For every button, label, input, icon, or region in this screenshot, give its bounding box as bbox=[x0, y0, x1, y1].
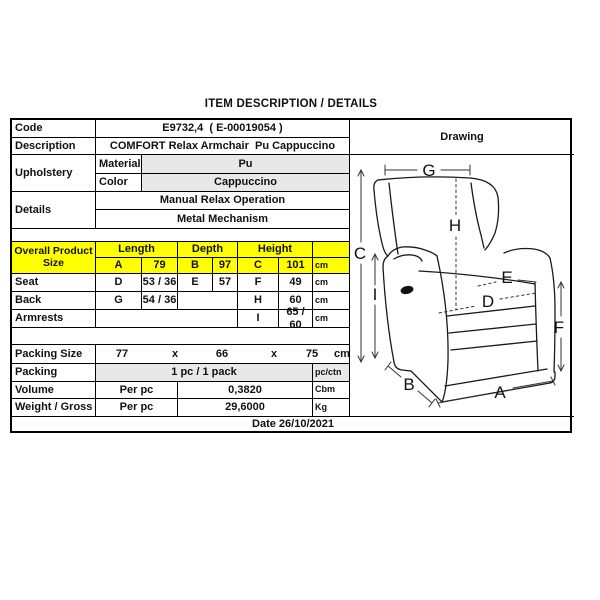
overall-height-key: C bbox=[238, 258, 279, 274]
overall-length-value: 79 bbox=[142, 258, 178, 274]
packing-size-value bbox=[96, 345, 350, 364]
volume-label: Volume bbox=[12, 382, 96, 399]
code-label: Code bbox=[12, 120, 96, 138]
seat-unit: cm bbox=[313, 274, 350, 292]
dim-label-F: F bbox=[553, 317, 565, 337]
description-label: Description bbox=[12, 138, 96, 155]
back-height-key: H bbox=[238, 292, 279, 310]
overall-length-key: A bbox=[96, 258, 142, 274]
weight-unit: Kg bbox=[313, 399, 350, 417]
seat-height-key: F bbox=[238, 274, 279, 292]
armrests-unit: cm bbox=[313, 310, 350, 328]
drawing-header: Drawing bbox=[350, 120, 574, 155]
date-row: Date 26/10/2021 bbox=[252, 417, 334, 430]
back-height-value: 60 bbox=[279, 292, 313, 310]
length-header: Length bbox=[96, 242, 178, 258]
armrests-height-key: I bbox=[238, 310, 279, 328]
seat-height-value: 49 bbox=[279, 274, 313, 292]
back-length-value: 54 / 36 bbox=[142, 292, 178, 310]
back-label: Back bbox=[12, 292, 96, 310]
dim-label-D: D bbox=[481, 291, 495, 311]
packing-size-unit: cm bbox=[334, 348, 350, 360]
code-value: E9732,4 ( E-00019054 ) bbox=[96, 120, 350, 138]
armchair-drawing bbox=[350, 155, 574, 417]
upholstery-label: Upholstery bbox=[12, 155, 96, 192]
seat-label: Seat bbox=[12, 274, 96, 292]
material-label: Material bbox=[96, 155, 142, 174]
dim-label-A: A bbox=[494, 382, 506, 402]
spec-table bbox=[10, 118, 572, 433]
seat-length-key: D bbox=[96, 274, 142, 292]
packing-size-depth: 66 bbox=[215, 348, 229, 360]
color-value: Cappuccino bbox=[142, 174, 350, 192]
armrests-empty-cell bbox=[96, 310, 238, 328]
weight-label: Weight / Gross bbox=[12, 399, 96, 417]
dim-label-I: I bbox=[372, 284, 378, 304]
details-label: Details bbox=[12, 192, 96, 229]
packing-size-x2: x bbox=[270, 348, 278, 360]
unit-header bbox=[313, 242, 350, 258]
packing-size-width: 77 bbox=[115, 348, 129, 360]
spacer-row bbox=[12, 229, 350, 242]
spacer-row bbox=[12, 328, 350, 345]
recline-knob-icon bbox=[400, 284, 414, 295]
details-line1: Manual Relax Operation bbox=[96, 192, 350, 210]
weight-per: Per pc bbox=[96, 399, 178, 417]
seat-depth-key: E bbox=[178, 274, 213, 292]
drawing-area bbox=[350, 155, 574, 417]
back-length-key: G bbox=[96, 292, 142, 310]
volume-value: 0,3820 bbox=[178, 382, 313, 399]
packing-size-height: 75 bbox=[305, 348, 319, 360]
armrests-height-value: 65 / 60 bbox=[279, 310, 313, 328]
seat-depth-value: 57 bbox=[213, 274, 238, 292]
packing-unit: pc/ctn bbox=[313, 364, 350, 382]
volume-unit: Cbm bbox=[313, 382, 350, 399]
back-empty-cell bbox=[178, 292, 238, 310]
dim-label-G: G bbox=[422, 160, 436, 180]
weight-value: 29,6000 bbox=[178, 399, 313, 417]
height-header: Height bbox=[238, 242, 313, 258]
description-value: COMFORT Relax Armchair Pu Cappuccino bbox=[96, 138, 350, 155]
packing-label: Packing bbox=[12, 364, 96, 382]
depth-header: Depth bbox=[178, 242, 238, 258]
overall-depth-key: B bbox=[178, 258, 213, 274]
overall-depth-value: 97 bbox=[213, 258, 238, 274]
overall-size-label: Overall Product Size bbox=[12, 242, 96, 274]
dim-label-B: B bbox=[403, 374, 415, 394]
packing-value: 1 pc / 1 pack bbox=[96, 364, 313, 382]
material-value: Pu bbox=[142, 155, 350, 174]
overall-height-value: 101 bbox=[279, 258, 313, 274]
page-title: ITEM DESCRIPTION / DETAILS bbox=[204, 98, 378, 110]
packing-size-label: Packing Size bbox=[12, 345, 96, 364]
color-label: Color bbox=[96, 174, 142, 192]
dim-label-E: E bbox=[501, 267, 513, 287]
dim-label-C: C bbox=[353, 243, 367, 263]
volume-per: Per pc bbox=[96, 382, 178, 399]
dim-label-H: H bbox=[448, 215, 462, 235]
armrests-label: Armrests bbox=[12, 310, 96, 328]
overall-unit: cm bbox=[313, 258, 350, 274]
details-line2: Metal Mechanism bbox=[96, 210, 350, 229]
back-unit: cm bbox=[313, 292, 350, 310]
packing-size-x1: x bbox=[171, 348, 179, 360]
seat-length-value: 53 / 36 bbox=[142, 274, 178, 292]
